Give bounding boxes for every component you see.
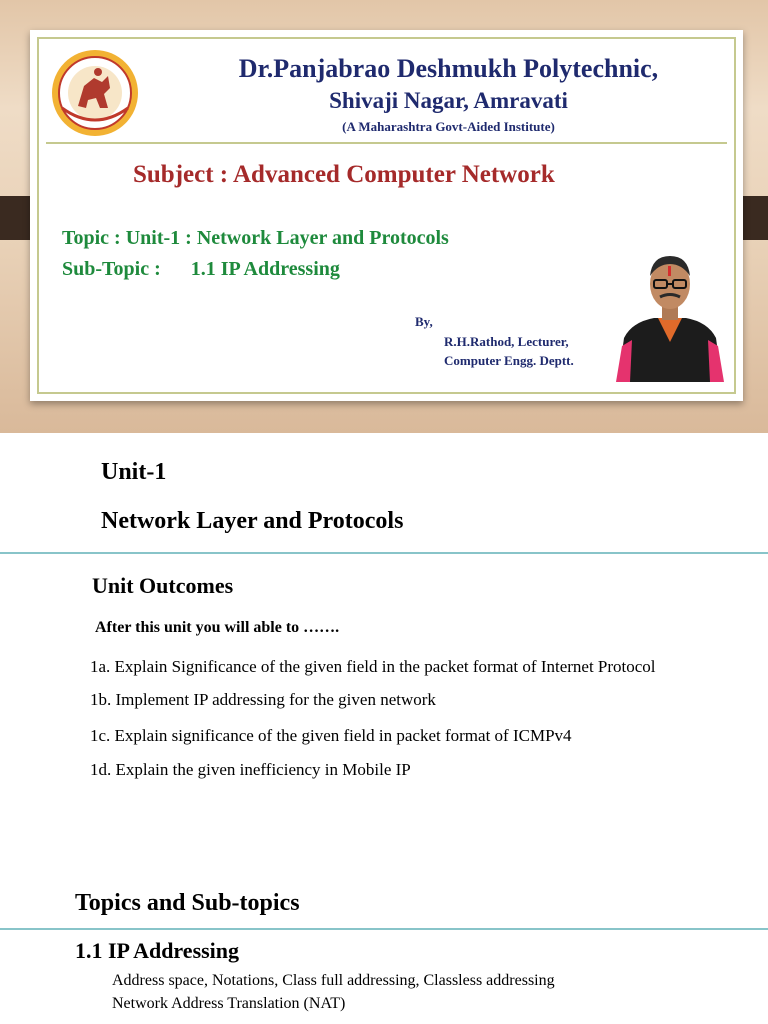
- topics-heading: Topics and Sub-topics: [75, 890, 300, 916]
- topic-line-item: Address space, Notations, Class full addressing, Classless addressing: [112, 972, 555, 989]
- title-slide: [0, 0, 768, 433]
- outcomes-intro: After this unit you will able to …….: [95, 619, 340, 636]
- topic-line: Topic : Unit-1 : Network Layer and Protocols: [62, 227, 449, 249]
- outcome-item: 1a. Explain Significance of the given field in the packet format of Internet Protocol: [90, 657, 656, 676]
- topics-divider: [0, 928, 768, 930]
- institution-name: Dr.Panjabrao Deshmukh Polytechnic,: [238, 54, 659, 83]
- subtopic-line: Sub-Topic : 1.1 IP Addressing: [62, 258, 340, 280]
- author-name: R.H.Rathod, Lecturer,: [444, 334, 569, 349]
- unit-number: Unit-1: [101, 459, 167, 485]
- by-label: By,: [415, 314, 433, 329]
- unit-title: Network Layer and Protocols: [101, 508, 404, 534]
- subject-title: Subject : Advanced Computer Network: [133, 161, 555, 188]
- outcomes-heading: Unit Outcomes: [92, 573, 234, 598]
- institution-location: Shivaji Nagar, Amravati: [329, 88, 568, 113]
- topic-section-title: 1.1 IP Addressing: [75, 938, 240, 963]
- institute-logo-icon: [50, 48, 140, 138]
- title-card: [30, 30, 743, 401]
- author-department: Computer Engg. Deptt.: [444, 353, 574, 368]
- institution-note: (A Maharashtra Govt-Aided Institute): [342, 119, 555, 134]
- outcome-item: 1c. Explain significance of the given field in packet format of ICMPv4: [90, 726, 572, 745]
- topic-line-item: Network Address Translation (NAT): [112, 995, 346, 1012]
- outcome-item: 1d. Explain the given inefficiency in Mobile IP: [90, 760, 411, 779]
- section-divider: [0, 552, 768, 554]
- lecturer-photo: [612, 242, 728, 382]
- header-divider: [46, 142, 727, 144]
- outcome-item: 1b. Implement IP addressing for the given network: [90, 690, 436, 709]
